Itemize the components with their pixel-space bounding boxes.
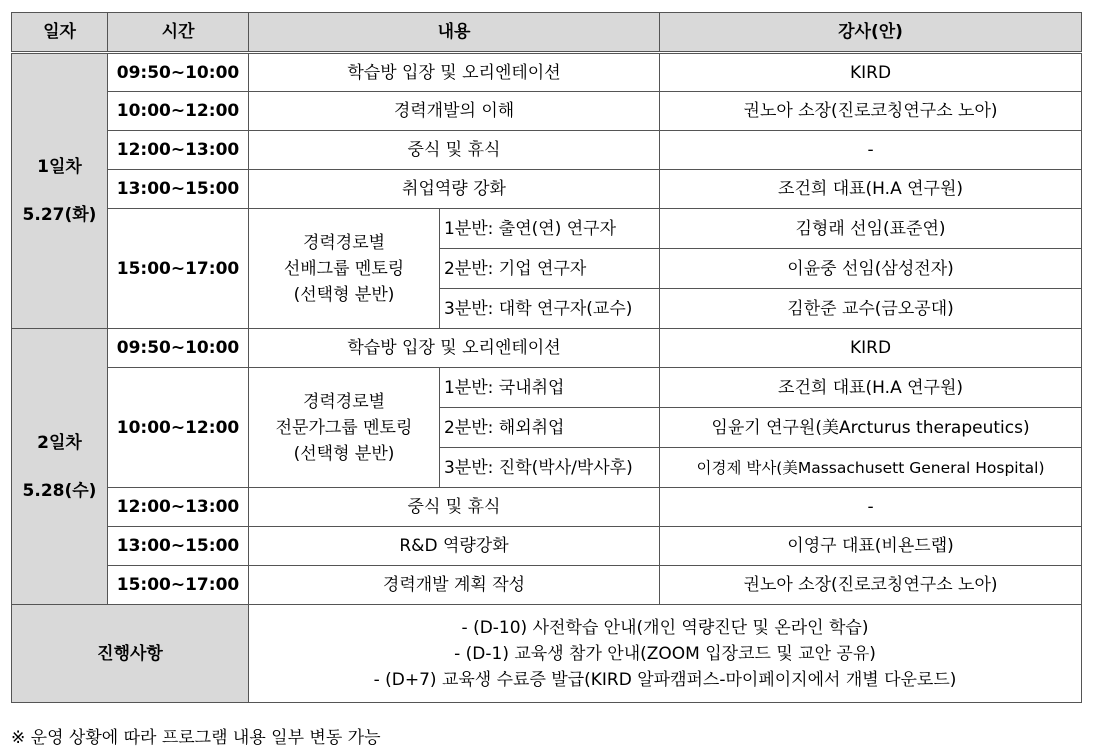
mentoring-title-cell (249, 209, 440, 329)
content-cell: 학습방 입장 및 오리엔테이션 (249, 53, 660, 92)
lecturer-cell: - (660, 131, 1082, 170)
day2-label: 2일차 (37, 432, 82, 453)
time-cell: 10:00~12:00 (108, 368, 249, 488)
header-content: 내용 (249, 13, 660, 53)
lecturer-cell: 권노아 소장(진로코칭연구소 노아) (660, 92, 1082, 131)
group-cell: 1분반: 출연(연) 연구자 (440, 209, 660, 249)
notes-label: 진행사항 (12, 605, 249, 703)
content-cell: 경력개발 계획 작성 (249, 566, 660, 605)
table-row (12, 131, 1082, 170)
group-cell: 3분반: 대학 연구자(교수) (440, 289, 660, 329)
group-cell: 2분반: 기업 연구자 (440, 249, 660, 289)
note-item: - (D-1) 교육생 참가 안내(ZOOM 입장코드 및 교안 공유) (454, 643, 876, 664)
content-cell: 경력개발의 이해 (249, 92, 660, 131)
lecturer-cell: KIRD (660, 53, 1082, 92)
schedule-table (11, 12, 1082, 703)
table-row (12, 209, 1082, 249)
table-row (12, 488, 1082, 527)
footnote: ※ 운영 상황에 따라 프로그램 내용 일부 변동 가능 (11, 728, 381, 748)
content-cell: 중식 및 휴식 (249, 131, 660, 170)
day2-date: 5.28(수) (22, 480, 97, 501)
time-cell: 13:00~15:00 (108, 170, 249, 209)
day2-cell (12, 329, 108, 605)
mentoring-title-line: 선배그룹 멘토링 (283, 258, 405, 279)
time-cell: 09:50~10:00 (108, 329, 249, 368)
note-item: - (D-10) 사전학습 안내(개인 역량진단 및 온라인 학습) (461, 617, 869, 638)
lecturer-cell: 권노아 소장(진로코칭연구소 노아) (660, 566, 1082, 605)
table-row (12, 170, 1082, 209)
header-day: 일자 (12, 13, 108, 53)
lecturer-cell: 조건희 대표(H.A 연구원) (660, 368, 1082, 408)
table-row (12, 527, 1082, 566)
mentoring-title-line: 경력경로별 (302, 232, 386, 253)
lecturer-cell: 조건희 대표(H.A 연구원) (660, 170, 1082, 209)
content-cell: 취업역량 강화 (249, 170, 660, 209)
mentoring-title-cell (249, 368, 440, 488)
time-cell: 12:00~13:00 (108, 488, 249, 527)
group-cell: 3분반: 진학(박사/박사후) (440, 448, 660, 488)
notes-cell (249, 605, 1082, 703)
day1-cell (12, 53, 108, 329)
header-time: 시간 (108, 13, 249, 53)
lecturer-cell: 이윤중 선임(삼성전자) (660, 249, 1082, 289)
content-cell: 중식 및 휴식 (249, 488, 660, 527)
content-cell: R&D 역량강화 (249, 527, 660, 566)
time-cell: 12:00~13:00 (108, 131, 249, 170)
mentoring-title-line: 전문가그룹 멘토링 (275, 417, 413, 438)
table-row (12, 329, 1082, 368)
time-cell: 15:00~17:00 (108, 209, 249, 329)
lecturer-cell: KIRD (660, 329, 1082, 368)
table-row (12, 566, 1082, 605)
header-lecturer: 강사(안) (660, 13, 1082, 53)
lecturer-cell: 이경제 박사(美Massachusett General Hospital) (660, 448, 1082, 488)
day1-date: 5.27(화) (22, 205, 97, 225)
time-cell: 15:00~17:00 (108, 566, 249, 605)
table-row (12, 368, 1082, 408)
table-row (12, 92, 1082, 131)
notes-row (12, 605, 1082, 703)
lecturer-cell: 김형래 선임(표준연) (660, 209, 1082, 249)
mentoring-title-line: (선택형 분반) (293, 443, 395, 464)
lecturer-cell: 이영구 대표(비욘드랩) (660, 527, 1082, 566)
time-cell: 13:00~15:00 (108, 527, 249, 566)
table-row (12, 53, 1082, 92)
mentoring-title-line: 경력경로별 (302, 391, 386, 412)
lecturer-cell: 임윤기 연구원(美Arcturus therapeutics) (660, 408, 1082, 448)
group-cell: 1분반: 국내취업 (440, 368, 660, 408)
note-item: - (D+7) 교육생 수료증 발급(KIRD 알파캠퍼스-마이페이지에서 개별 다운로드) (373, 669, 957, 690)
group-cell: 2분반: 해외취업 (440, 408, 660, 448)
content-cell: 학습방 입장 및 오리엔테이션 (249, 329, 660, 368)
lecturer-cell: 김한준 교수(금오공대) (660, 289, 1082, 329)
lecturer-cell: - (660, 488, 1082, 527)
time-cell: 10:00~12:00 (108, 92, 249, 131)
time-cell: 09:50~10:00 (108, 53, 249, 92)
day1-label: 1일차 (37, 157, 82, 177)
mentoring-title-line: (선택형 분반) (293, 284, 395, 305)
